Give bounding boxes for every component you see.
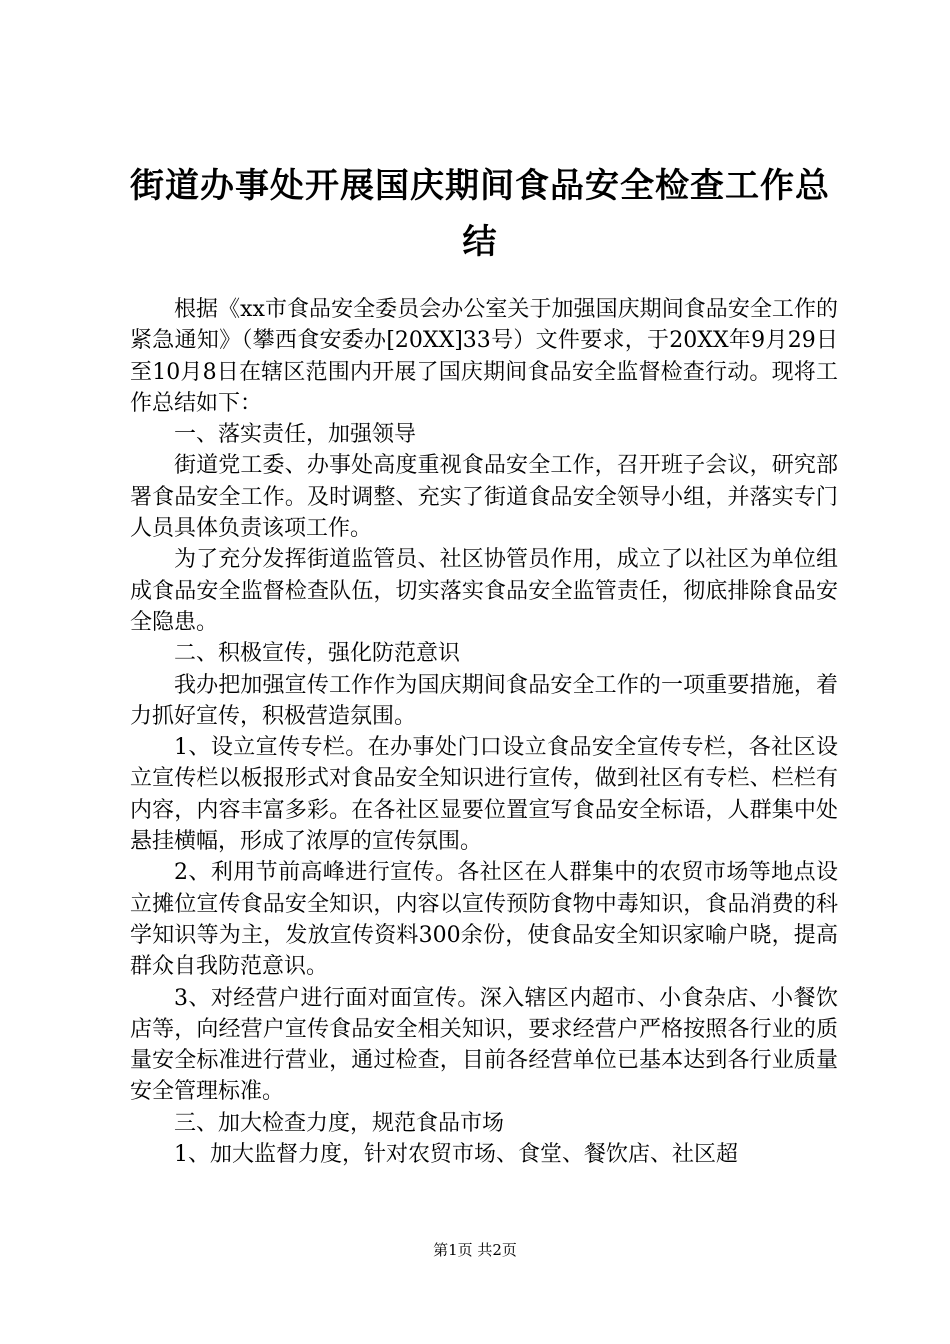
paragraph-1a: 街道党工委、办事处高度重视食品安全工作，召开班子会议，研究部署食品安全工作。及时调整、充实了街道食品安全领导小组，并落实专门人员具体负责该项工作。 xyxy=(130,453,838,542)
page-number-footer: 第1页 共2页 xyxy=(433,1241,517,1259)
paragraph-2-item-1: 1、设立宣传专栏。在办事处门口设立食品安全宣传专栏，各社区设立宣传栏以板报形式对食品安全知识进行宣传，做到社区有专栏、栏栏有内容，内容丰富多彩。在各社区显要位置宣写食品安全标语，人群集中处悬挂横幅，形成了浓厚的宣传氛围。 xyxy=(130,735,838,855)
document-body xyxy=(130,294,838,1170)
paragraph-3-item-1: 1、加大监督力度，针对农贸市场、食堂、餐饮店、社区超 xyxy=(174,1142,738,1168)
paragraph-2a: 我办把加强宣传工作作为国庆期间食品安全工作的一项重要措施，着力抓好宣传，积极营造氛围。 xyxy=(130,672,838,729)
paragraph-1b: 为了充分发挥街道监管员、社区协管员作用，成立了以社区为单位组成食品安全监督检查队伍，切实落实食品安全监管责任，彻底排除食品安全隐患。 xyxy=(130,547,838,635)
section-heading-2: 二、积极宣传，强化防范意识 xyxy=(174,641,461,667)
paragraph-intro: 根据《xx市食品安全委员会办公室关于加强国庆期间食品安全工作的紧急通知》（攀西食安委办[20XX]33号）文件要求，于20XX年9月29日至10月8日在辖区范围内开展了国庆期间食品安全监督检查行动。现将工作总结如下： xyxy=(130,297,838,416)
section-heading-3: 三、加大检查力度，规范食品市场 xyxy=(174,1110,505,1136)
paragraph-2-item-2: 2、利用节前高峰进行宣传。各社区在人群集中的农贸市场等地点设立摊位宣传食品安全知识，内容以宣传预防食物中毒知识，食品消费的科学知识等为主，发放宣传资料300余份，使食品安全知识家喻户晓，提高群众自我防范意识。 xyxy=(130,860,838,980)
section-heading-1: 一、落实责任，加强领导 xyxy=(174,422,417,448)
paragraph-2-item-3: 3、对经营户进行面对面宣传。深入辖区内超市、小食杂店、小餐饮店等，向经营户宣传食品安全相关知识，要求经营户严格按照各行业的质量安全标准进行营业，通过检查，目前各经营单位已基本达到各行业质量安全管理标准。 xyxy=(130,985,838,1105)
document-title: 街道办事处开展国庆期间食品安全检查工作总结 xyxy=(130,166,830,262)
